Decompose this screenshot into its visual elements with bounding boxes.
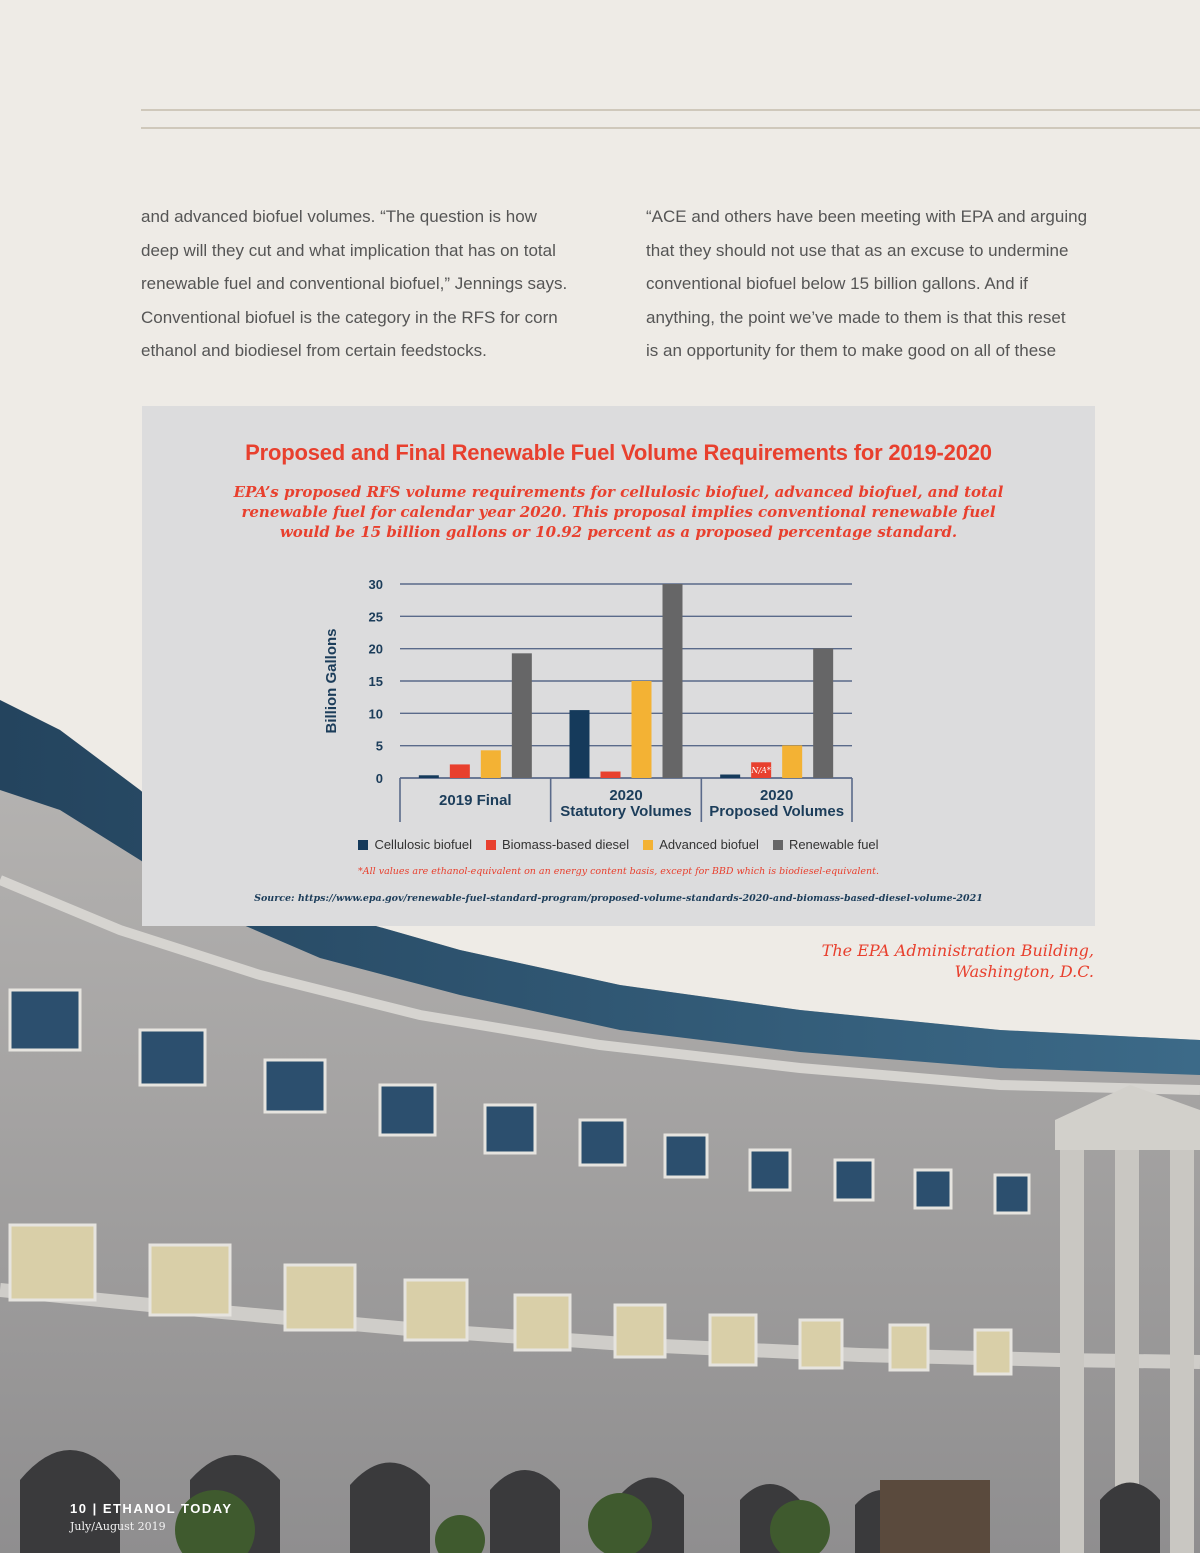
- issue-date: July/August 2019: [70, 1520, 166, 1533]
- header-rule-bottom: [141, 127, 1200, 129]
- bar: [813, 648, 833, 778]
- caption-line-1: The EPA Administration Building,: [821, 941, 1094, 960]
- header-rule-top: [141, 109, 1200, 111]
- legend-label: Advanced biofuel: [659, 837, 759, 852]
- bar: [450, 764, 470, 778]
- body-line: “ACE and others have been meeting with EPA and arguing: [646, 207, 1088, 226]
- bar: [419, 775, 439, 778]
- y-tick-label: 15: [368, 674, 383, 689]
- bar: [663, 584, 683, 778]
- caption-line-2: Washington, D.C.: [954, 962, 1094, 981]
- x-category-label: 2020: [759, 787, 794, 804]
- body-text-right-column: [646, 200, 1106, 368]
- chart-source: Source: https://www.epa.gov/renewable-fuel-standard-program/proposed-volume-standards-2020-and-biomass-based-diesel-volume-2021: [254, 893, 983, 904]
- bar-annotation: N/A*: [751, 766, 771, 775]
- y-tick-label: 5: [375, 738, 383, 754]
- page-folio: 10 | ETHANOL TODAY: [70, 1501, 233, 1516]
- legend-item: [643, 837, 759, 852]
- legend-item: [486, 837, 629, 852]
- y-tick-label: 0: [375, 771, 383, 786]
- y-tick-label: 20: [368, 641, 383, 657]
- bar: [512, 653, 532, 778]
- legend-swatch: [773, 840, 783, 850]
- body-line: conventional biofuel below 15 billion gallons. And if: [646, 274, 1028, 293]
- chart-panel: [142, 406, 1095, 926]
- bar: [720, 775, 740, 778]
- bar: [601, 772, 621, 778]
- y-tick-label: 25: [368, 609, 383, 625]
- legend-swatch: [358, 840, 368, 850]
- x-category-label: 2020: [609, 787, 643, 804]
- legend-label: Renewable fuel: [788, 837, 879, 852]
- x-category-label: Statutory Volumes: [560, 803, 692, 820]
- chart-subtitle: EPA’s proposed RFS volume requirements for cellulosic biofuel, advanced biofuel, and total renewable fuel for calendar year 2020. This proposal implies conventional renewable fuel would be 15 billion gallons or 10.92 percent as a proposed percentage standard.: [233, 483, 1004, 541]
- chart-legend: [142, 837, 1095, 852]
- legend-label: Cellulosic biofuel: [374, 837, 472, 852]
- body-line: deep will they cut and what implication that has on total: [141, 240, 556, 260]
- y-tick-label: 30: [368, 577, 383, 592]
- y-axis-label: Billion Gallons: [323, 628, 340, 734]
- legend-swatch: [486, 840, 496, 850]
- body-line: Conventional biofuel is the category in the RFS for corn: [141, 307, 558, 327]
- body-line: anything, the point we’ve made to them is that this reset: [646, 307, 1066, 327]
- bar: [782, 745, 802, 778]
- legend-item: [358, 837, 472, 852]
- bar-chart: [142, 566, 1095, 831]
- x-category-label: Proposed Volumes: [709, 803, 845, 820]
- body-text-left-column: [141, 200, 591, 368]
- body-line: ethanol and biodiesel from certain feedstocks.: [141, 341, 487, 360]
- legend-swatch: [643, 840, 653, 850]
- photo-caption: [822, 940, 1094, 982]
- body-line: renewable fuel and conventional biofuel,” Jennings says.: [141, 274, 568, 293]
- body-line: that they should not use that as an excuse to undermine: [646, 240, 1069, 260]
- body-line: is an opportunity for them to make good on all of these: [646, 341, 1057, 360]
- y-tick-label: 10: [368, 706, 383, 722]
- bar: [481, 750, 501, 778]
- chart-title: Proposed and Final Renewable Fuel Volume Requirements for 2019-2020: [245, 440, 992, 465]
- bar: [570, 710, 590, 778]
- body-line: and advanced biofuel volumes. “The question is how: [141, 207, 537, 226]
- legend-item: [773, 837, 879, 852]
- legend-label: Biomass-based diesel: [502, 837, 630, 852]
- x-category-label: 2019 Final: [439, 792, 512, 809]
- bar: [632, 681, 652, 778]
- chart-footnote: *All values are ethanol-equivalent on an energy content basis, except for BBD which is biodiesel-equivalent.: [358, 866, 879, 877]
